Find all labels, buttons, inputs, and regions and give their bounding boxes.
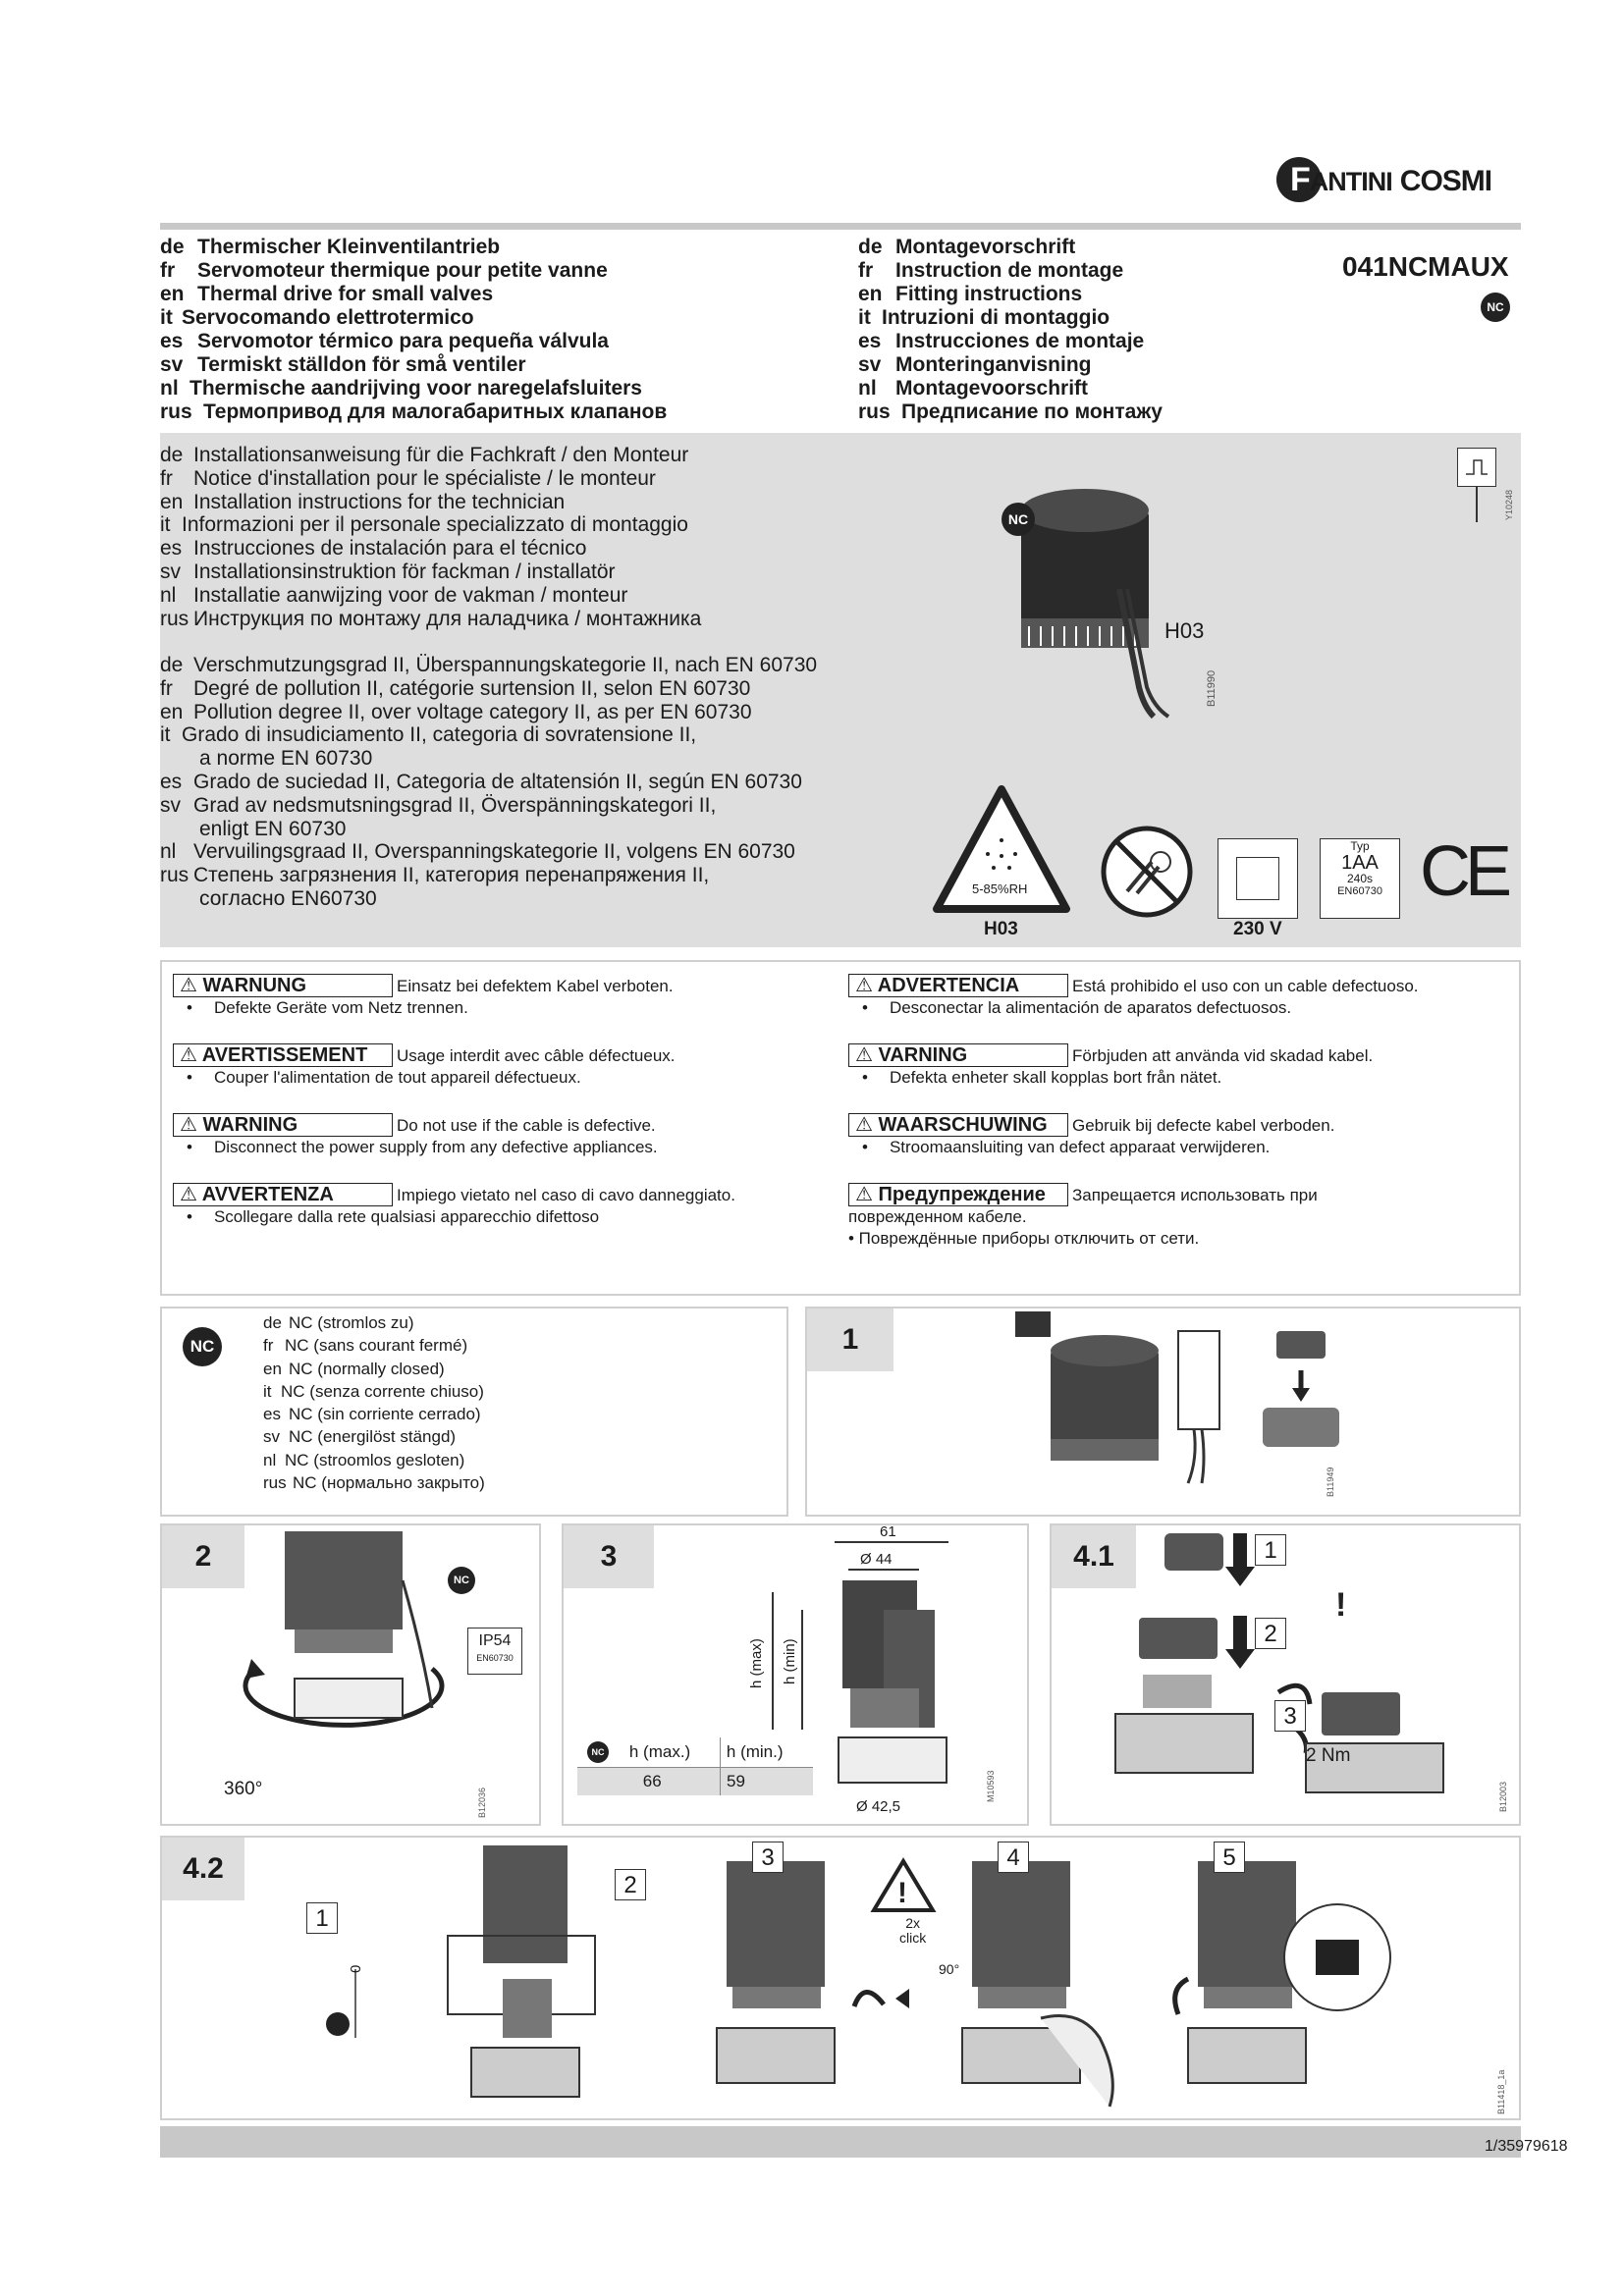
- nc-row: de NC (stromlos zu): [263, 1313, 414, 1332]
- title-row: rus Предписание по монтажу: [858, 400, 1163, 423]
- logo-text-cosmi: COSMI: [1399, 165, 1492, 197]
- warning-bullet: • Couper l'alimentation de tout appareil défectueux.: [173, 1067, 676, 1089]
- warning-label: ⚠ WARNING: [173, 1113, 393, 1137]
- warning-text-cont: поврежденном кабеле.: [848, 1207, 1027, 1226]
- typ-time: 240s: [1346, 872, 1374, 885]
- step-2-code: B12036: [477, 1787, 487, 1818]
- nc-badge-table: NC: [587, 1741, 609, 1763]
- pollution-row: nl Vervuilingsgraad II, Overspanningskategorie II, volgens EN 60730: [160, 840, 795, 864]
- warning-block: [173, 974, 674, 1019]
- dim-width-61: 61: [880, 1523, 896, 1540]
- title-row: rus Термопривод для малогабаритных клапанов: [160, 400, 668, 423]
- title-row: it Intruzioni di montaggio: [858, 306, 1110, 329]
- title-row: nl Thermische aandrijving voor naregelafsluiters: [160, 377, 642, 400]
- ip-rating: IP54: [478, 1632, 512, 1649]
- warning-block: [173, 1113, 658, 1158]
- dim-vertical-hmin: [801, 1610, 803, 1730]
- dim-hmin-label: h (min): [782, 1638, 798, 1684]
- warning-text: Impiego vietato nel caso di cavo danneggiato.: [397, 1186, 735, 1204]
- humidity-range: 5-85%RH: [972, 881, 1028, 896]
- top-rule: [160, 223, 1521, 230]
- nc-row: it NC (senza corrente chiuso): [263, 1381, 484, 1401]
- warning-header: [173, 974, 674, 997]
- pollution-row: согласно EN60730: [199, 886, 377, 910]
- warning-text: Está prohibido el uso con un cable defectuoso.: [1072, 977, 1419, 995]
- title-row: de Montagevorschrift: [858, 236, 1076, 258]
- title-row: sv Termiskt ställdon för små ventiler: [160, 353, 526, 376]
- typ-standard: EN60730: [1337, 885, 1382, 897]
- no-cutting-symbol: [1098, 823, 1196, 921]
- pollution-degree-list: [160, 654, 817, 911]
- title-row: nl Montagevoorschrift: [858, 377, 1089, 400]
- type-rating-box: [1320, 838, 1400, 919]
- pollution-row: de Verschmutzungsgrad II, Überspannungskategorie II, nach EN 60730: [160, 654, 818, 676]
- warning-label: ⚠ ADVERTENCIA: [848, 974, 1068, 997]
- dim-diameter-44: Ø 44: [860, 1551, 893, 1568]
- step-4-1-badge-1: 1: [1255, 1534, 1286, 1566]
- warning-label: ⚠ WARNUNG: [173, 974, 393, 997]
- table-header-hmin: h (min.): [720, 1737, 813, 1767]
- zero-mark: 0: [348, 1964, 364, 1973]
- warning-label: ⚠ WAARSCHUWING: [848, 1113, 1068, 1137]
- step-4-2-number: 4.2: [162, 1838, 244, 1900]
- warning-header: [848, 974, 1419, 997]
- warning-text: Do not use if the cable is defective.: [397, 1116, 656, 1135]
- warning-header: [173, 1113, 658, 1137]
- title-row: en Thermal drive for small valves: [160, 283, 494, 305]
- step-4-2-badge-1: 1: [306, 1902, 338, 1934]
- warning-block: [173, 1043, 676, 1089]
- voltage-label: 230 V: [1233, 919, 1282, 939]
- step-4-1-badge-3: 3: [1274, 1700, 1306, 1732]
- table-header-hmax: h (max.): [628, 1742, 691, 1761]
- pollution-row: en Pollution degree II, over voltage category II, as per EN 60730: [160, 700, 752, 723]
- step-4-2-badge-4: 4: [998, 1842, 1029, 1873]
- title-list-left: [160, 236, 667, 424]
- step-3-code: M10593: [986, 1770, 996, 1802]
- footer-bar: [160, 2126, 1521, 2158]
- title-row: en Fitting instructions: [858, 283, 1083, 305]
- ce-mark: CE: [1420, 832, 1507, 911]
- dim-hmax-label: h (max): [748, 1638, 765, 1688]
- nc-row: fr NC (sans courant fermé): [263, 1336, 468, 1356]
- warning-bullet: • Stroomaansluiting van defect apparaat verwijderen.: [848, 1137, 1334, 1158]
- torque-value: 2 Nm: [1306, 1745, 1351, 1766]
- ip-rating-box: [467, 1628, 522, 1675]
- logo-text-antini: ANTINI: [1309, 167, 1392, 196]
- warning-bullet: • Scollegare dalla rete qualsiasi apparecchio difettoso: [173, 1206, 735, 1228]
- rotation-angle: 360°: [224, 1779, 263, 1799]
- dim-line-61: [835, 1541, 948, 1543]
- title-row: sv Monteringanvisning: [858, 353, 1092, 376]
- pollution-row: rus Степень загрязнения II, категория перенапряжения II,: [160, 864, 710, 887]
- warning-label: ⚠ VARNING: [848, 1043, 1068, 1067]
- dimension-table-row: [577, 1768, 813, 1795]
- step-4-2-badge-3: 3: [752, 1842, 784, 1873]
- warning-text: Запрещается использовать при: [1072, 1186, 1318, 1204]
- warning-bullet: • Desconectar la alimentación de aparatos defectuosos.: [848, 997, 1419, 1019]
- install-row: fr Notice d'installation pour le spécialiste / le monteur: [160, 466, 656, 490]
- title-list-right: [858, 236, 1163, 424]
- step-3-illustration: [825, 1571, 982, 1796]
- device-label: H03: [1164, 618, 1205, 643]
- title-row: it Servocomando elettrotermico: [160, 306, 474, 329]
- install-row: en Installation instructions for the technician: [160, 490, 566, 513]
- install-row: de Installationsanweisung für die Fachkraft / den Monteur: [160, 444, 689, 466]
- install-instructions-list: [160, 444, 701, 630]
- dimension-table: [577, 1737, 813, 1795]
- table-value-hmin: 59: [720, 1768, 813, 1795]
- warning-header: [848, 1113, 1334, 1137]
- warning-text: Usage interdit avec câble défectueux.: [397, 1046, 676, 1065]
- step-4-1-code: B12003: [1498, 1781, 1508, 1812]
- step-3-number: 3: [564, 1525, 654, 1588]
- nc-badge-device: NC: [1001, 503, 1035, 536]
- svg-text:!: !: [897, 1877, 907, 1909]
- step-4-2-badge-5: 5: [1214, 1842, 1245, 1873]
- title-row: fr Instruction de montage: [858, 259, 1124, 282]
- step-2-number: 2: [162, 1525, 244, 1588]
- table-value-hmax: 66: [642, 1772, 662, 1790]
- brand-logo: [1276, 157, 1522, 202]
- install-row: sv Installationsinstruktion för fackman / installatör: [160, 560, 616, 583]
- dimension-table-header: [577, 1737, 813, 1768]
- nc-row: es NC (sin corriente cerrado): [263, 1405, 481, 1424]
- warning-label: ⚠ AVERTISSEMENT: [173, 1043, 393, 1067]
- click-label: [899, 1916, 926, 1946]
- pollution-row: a norme EN 60730: [199, 747, 373, 771]
- nc-signal-symbol: [1457, 448, 1496, 487]
- step-4-2-code: B11418_1a: [1496, 2069, 1506, 2114]
- warning-bullet: • Defekta enheter skall kopplas bort från nätet.: [848, 1067, 1373, 1089]
- step-4-2-badge-2: 2: [615, 1869, 646, 1900]
- device-fig-code: B11990: [1206, 669, 1218, 707]
- install-row: rus Инструкция по монтажу для наладчика / монтажника: [160, 607, 702, 630]
- nc-table-cell: [577, 1737, 629, 1767]
- warning-bullet: • Disconnect the power supply from any defective appliances.: [173, 1137, 658, 1158]
- nc-row: nl NC (stroomlos gesloten): [263, 1450, 465, 1469]
- warning-block: [848, 974, 1419, 1019]
- nc-meaning-list: [263, 1311, 485, 1494]
- class-ii-inner-square: [1236, 857, 1279, 900]
- warning-bullet: • Defekte Geräte vom Netz trennen.: [173, 997, 674, 1019]
- nc-badge-header: NC: [1481, 293, 1510, 322]
- warning-block: [173, 1183, 735, 1228]
- nc-badge-large: NC: [183, 1327, 222, 1366]
- pollution-row: es Grado de suciedad II, Categoria de altatensión II, según EN 60730: [160, 770, 802, 793]
- warning-bullet: • Повреждённые приборы отключить от сети.: [848, 1229, 1200, 1248]
- warning-header: [173, 1043, 676, 1067]
- document-number: 1/35979618: [1485, 2138, 1568, 2155]
- step-1-number: 1: [807, 1308, 893, 1371]
- nc-row: en NC (normally closed): [263, 1359, 445, 1378]
- title-row: es Instrucciones de montaje: [858, 330, 1145, 352]
- corner-fig-code: Y10248: [1504, 489, 1514, 520]
- pollution-row: sv Grad av nedsmutsningsgrad II, Överspänningskategori II,: [160, 793, 717, 817]
- step-1-code: B11949: [1326, 1467, 1335, 1497]
- nc-row: sv NC (energilöst stängd): [263, 1427, 457, 1447]
- click-word: click: [899, 1930, 927, 1946]
- install-row: es Instrucciones de instalación para el técnico: [160, 537, 587, 561]
- warning-label: ⚠ AVVERTENZA: [173, 1183, 393, 1206]
- warning-header: [173, 1183, 735, 1206]
- warning-block-rus: [848, 1183, 1318, 1250]
- dim-diameter-42-5: Ø 42,5: [856, 1798, 901, 1815]
- typ-value: 1AA: [1341, 852, 1379, 874]
- logo-text: [1290, 161, 1491, 199]
- pollution-row: it Grado di insudiciamento II, categoria di sovratensione II,: [160, 723, 697, 747]
- signal-symbol-lead: [1476, 487, 1478, 522]
- logo-text-f: F: [1290, 161, 1310, 198]
- warning-header: [848, 1043, 1373, 1067]
- step-4-1-number: 4.1: [1052, 1525, 1136, 1588]
- rotate-angle-90: 90°: [939, 1961, 960, 1977]
- svg-text:!: !: [1335, 1586, 1347, 1624]
- warning-block: [848, 1043, 1373, 1089]
- step-4-1-badge-2: 2: [1255, 1618, 1286, 1649]
- install-row: it Informazioni per il personale specializzato di montaggio: [160, 513, 688, 537]
- title-row: de Thermischer Kleinventilantrieb: [160, 236, 501, 258]
- pollution-row: fr Degré de pollution II, catégorie surtension II, selon EN 60730: [160, 676, 751, 700]
- click-count: 2x: [905, 1915, 921, 1931]
- warning-block: [848, 1113, 1334, 1158]
- warning-header: [848, 1183, 1318, 1206]
- ip-standard: EN60730: [476, 1653, 514, 1663]
- warning-text: Einsatz bei defektem Kabel verboten.: [397, 977, 674, 995]
- title-row: fr Servomoteur thermique pour petite vanne: [160, 259, 608, 282]
- dim-vertical-hmax: [772, 1592, 774, 1730]
- pollution-row: enligt EN 60730: [199, 817, 347, 840]
- step-4-2-illustration: [295, 1842, 1492, 2116]
- step-4-1-illustration: [1100, 1527, 1502, 1822]
- class-ii-symbol: [1218, 838, 1298, 919]
- title-row: es Servomotor térmico para pequeña válvula: [160, 330, 609, 352]
- warning-label: ⚠ Предупреждение: [848, 1183, 1068, 1206]
- step-2-illustration: [216, 1531, 471, 1767]
- step-1-illustration: [1001, 1311, 1394, 1488]
- install-row: nl Installatie aanwijzing voor de vakman / monteur: [160, 583, 628, 607]
- typ-label: Typ: [1350, 839, 1370, 853]
- humidity-label: H03: [984, 919, 1018, 939]
- warning-text: Förbjuden att använda vid skadad kabel.: [1072, 1046, 1374, 1065]
- warning-text: Gebruik bij defecte kabel verboden.: [1072, 1116, 1335, 1135]
- nc-row: rus NC (нормально закрыто): [263, 1473, 485, 1493]
- nc-badge-step-2: NC: [448, 1567, 475, 1594]
- product-code: 041NCMAUX: [1342, 251, 1509, 282]
